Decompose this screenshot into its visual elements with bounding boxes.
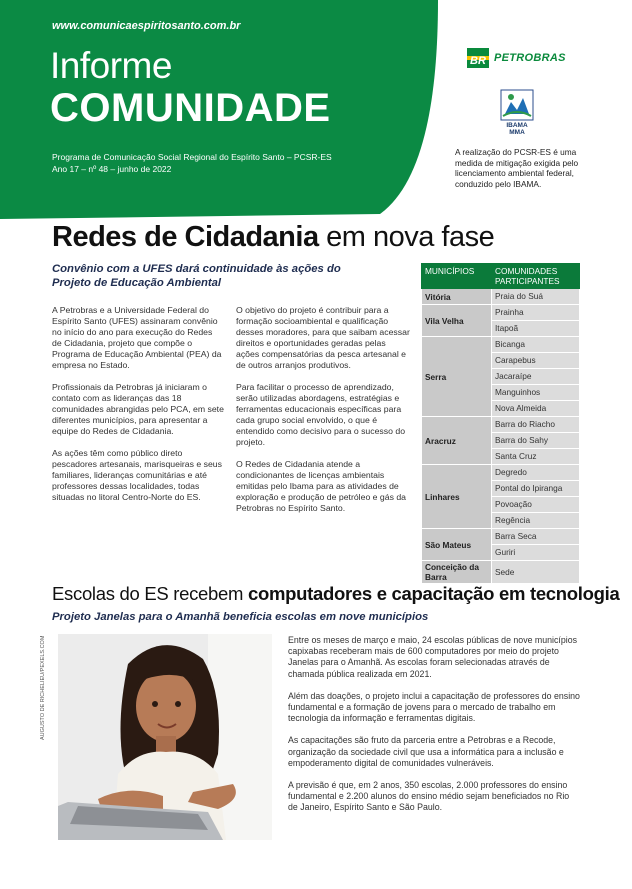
municipio-cell: Vila Velha — [422, 305, 492, 337]
table-row — [422, 465, 580, 481]
comunidade-cell: Manguinhos — [492, 385, 580, 401]
comunidade-cell: Carapebus — [492, 353, 580, 369]
comunidade-cell: Prainha — [492, 305, 580, 321]
comunidade-cell: Nova Almeida — [492, 401, 580, 417]
municipio-cell: Serra — [422, 337, 492, 417]
article1-title — [52, 219, 494, 255]
paragraph: Profissionais da Petrobras já iniciaram o contato com as lideranças das 18 comunidades abrangidas pelo PCA, em sete diferentes municípios, para apresentar a equipe do Redes de Cidadania. — [52, 382, 224, 436]
paragraph: O objetivo do projeto é contribuir para a formação socioambiental e qualificação desses moradores, para que saibam acessar direitos e oportunidades geradas pelas ações compensatórias da pesca artesanal e de outros arranjos produtivos. — [236, 305, 410, 370]
municipio-cell: Aracruz — [422, 417, 492, 465]
paragraph: Para facilitar o processo de aprendizado, serão utilizadas abordagens, estratégias e ferramentas educacionais específicas para cada grupo social envolvido, o que é entendido como decisivo para o sucesso do projeto. — [236, 382, 406, 447]
municipio-cell: Vitória — [422, 289, 492, 305]
ibama-note: A realização do PCSR-ES é uma medida de mitigação exigida pelo licenciamento ambiental federal, conduzido pelo IBAMA. — [455, 147, 579, 189]
article1-title-rest: em nova fase — [318, 221, 495, 253]
masthead-title-comunidade: COMUNIDADE — [50, 86, 331, 130]
program-name: Programa de Comunicação Social Regional do Espírito Santo – PCSR-ES — [52, 152, 332, 162]
paragraph: Além das doações, o projeto inclui a capacitação de professores do ensino fundamental e a formação de jovens para o mercado de trabalho em tecnologia da informação e ferramentas digitais. — [288, 690, 580, 724]
comunidade-cell: Jacaraípe — [492, 369, 580, 385]
photo-credit: AUGUSTO DE RICHELIEU/PEXELS.COM — [40, 635, 46, 740]
petrobras-name: PETROBRAS — [494, 52, 566, 64]
municipio-cell: Conceição da Barra — [422, 561, 492, 584]
paragraph: A Petrobras e a Universidade Federal do Espírito Santo (UFES) assinaram convênio no início do ano para execução do Redes de Cidadania, projeto que compõe o Programa de Educação Ambiental (PEA) da empresa no Estado. — [52, 305, 222, 370]
comunidade-cell: Sede — [492, 561, 580, 584]
article2-title — [52, 582, 619, 606]
communities-table — [421, 263, 580, 584]
comunidade-cell: Guriri — [492, 545, 580, 561]
girl-with-laptop-photo — [58, 634, 272, 840]
header-comunidades: COMUNIDADES PARTICIPANTES — [492, 264, 580, 289]
article1-column2 — [236, 305, 411, 525]
comunidade-cell: Pontal do Ipiranga — [492, 481, 580, 497]
ibama-emblem-icon — [497, 88, 537, 122]
table-row — [422, 305, 580, 321]
paragraph: O Redes de Cidadania atende a condicionantes de licenças ambientais emitidas pelo Ibama para as atividades de exploração e produção de petróleo e gás da Petrobras no Espírito Santo. — [236, 459, 407, 513]
paragraph: As ações têm como público direto pescadores artesanais, marisqueiras e seus familiares, lideranças comunitárias e até professores dessas localidades, todas situadas no litoral Centro-Norte do ES. — [52, 448, 222, 502]
municipio-cell: Linhares — [422, 465, 492, 529]
table-header-row — [422, 264, 580, 289]
comunidade-cell: Barra do Riacho — [492, 417, 580, 433]
comunidade-cell: Barra do Sahy — [492, 433, 580, 449]
table-row — [422, 529, 580, 545]
mma-name: MMA — [509, 129, 525, 136]
article1-title-bold: Redes de Cidadania — [52, 221, 319, 253]
article1-subtitle: Convênio com a UFES dará continuidade às ações do Projeto de Educação Ambiental — [52, 263, 341, 289]
municipio-cell: São Mateus — [422, 529, 492, 561]
header-municipios: MUNICÍPIOS — [422, 264, 492, 289]
table-body — [422, 289, 580, 584]
comunidade-cell: Regência — [492, 513, 580, 529]
paragraph: A previsão é que, em 2 anos, 350 escolas, 2.000 professores do ensino fundamental e 2.200 alunos do ensino médio sejam beneficiados no Rio de Janeiro, Espírito Santo e São Paulo. — [288, 780, 570, 813]
comunidade-cell: Itapoã — [492, 321, 580, 337]
edition-info: Ano 17 – nº 48 – junho de 2022 — [52, 164, 172, 174]
article2-text — [288, 635, 580, 825]
table-row — [422, 337, 580, 353]
comunidade-cell: Bicanga — [492, 337, 580, 353]
comunidade-cell: Santa Cruz — [492, 449, 580, 465]
masthead-title-informe: Informe — [50, 45, 172, 86]
article2-subtitle: Projeto Janelas para o Amanhã beneficia escolas em nove municípios — [52, 611, 429, 623]
paragraph: As capacitações são fruto da parceria entre a Petrobras e a Recode, organização da sociedade civil que usa a informática para a inclusão e empoderamento digital de comunidades vulneráveis. — [288, 735, 564, 768]
paragraph: Entre os meses de março e maio, 24 escolas públicas de nove municípios capixabas receberam mais de 600 computadores por meio do projeto Janelas para o Amanhã. As escolas foram selecionadas através de chamada pública realizada em 2021. — [288, 635, 577, 679]
comunidade-cell: Povoação — [492, 497, 580, 513]
site-url[interactable]: www.comunicaespiritosanto.com.br — [52, 20, 241, 32]
article2-title-bold: computadores e capacitação em tecnologia — [247, 583, 620, 604]
petrobras-logo — [467, 48, 577, 70]
table-row — [422, 289, 580, 305]
table-row — [422, 561, 580, 584]
petrobras-br-icon — [467, 48, 489, 68]
comunidade-cell: Praia do Suá — [492, 289, 580, 305]
comunidade-cell: Barra Seca — [492, 529, 580, 545]
svg-text:BR: BR — [470, 55, 486, 67]
article1-column1 — [52, 305, 224, 514]
comunidade-cell: Degredo — [492, 465, 580, 481]
ibama-name: IBAMA — [506, 122, 528, 129]
article2-title-rest: Escolas do ES recebem — [52, 583, 248, 604]
table-row — [422, 417, 580, 433]
ibama-label — [500, 122, 534, 136]
